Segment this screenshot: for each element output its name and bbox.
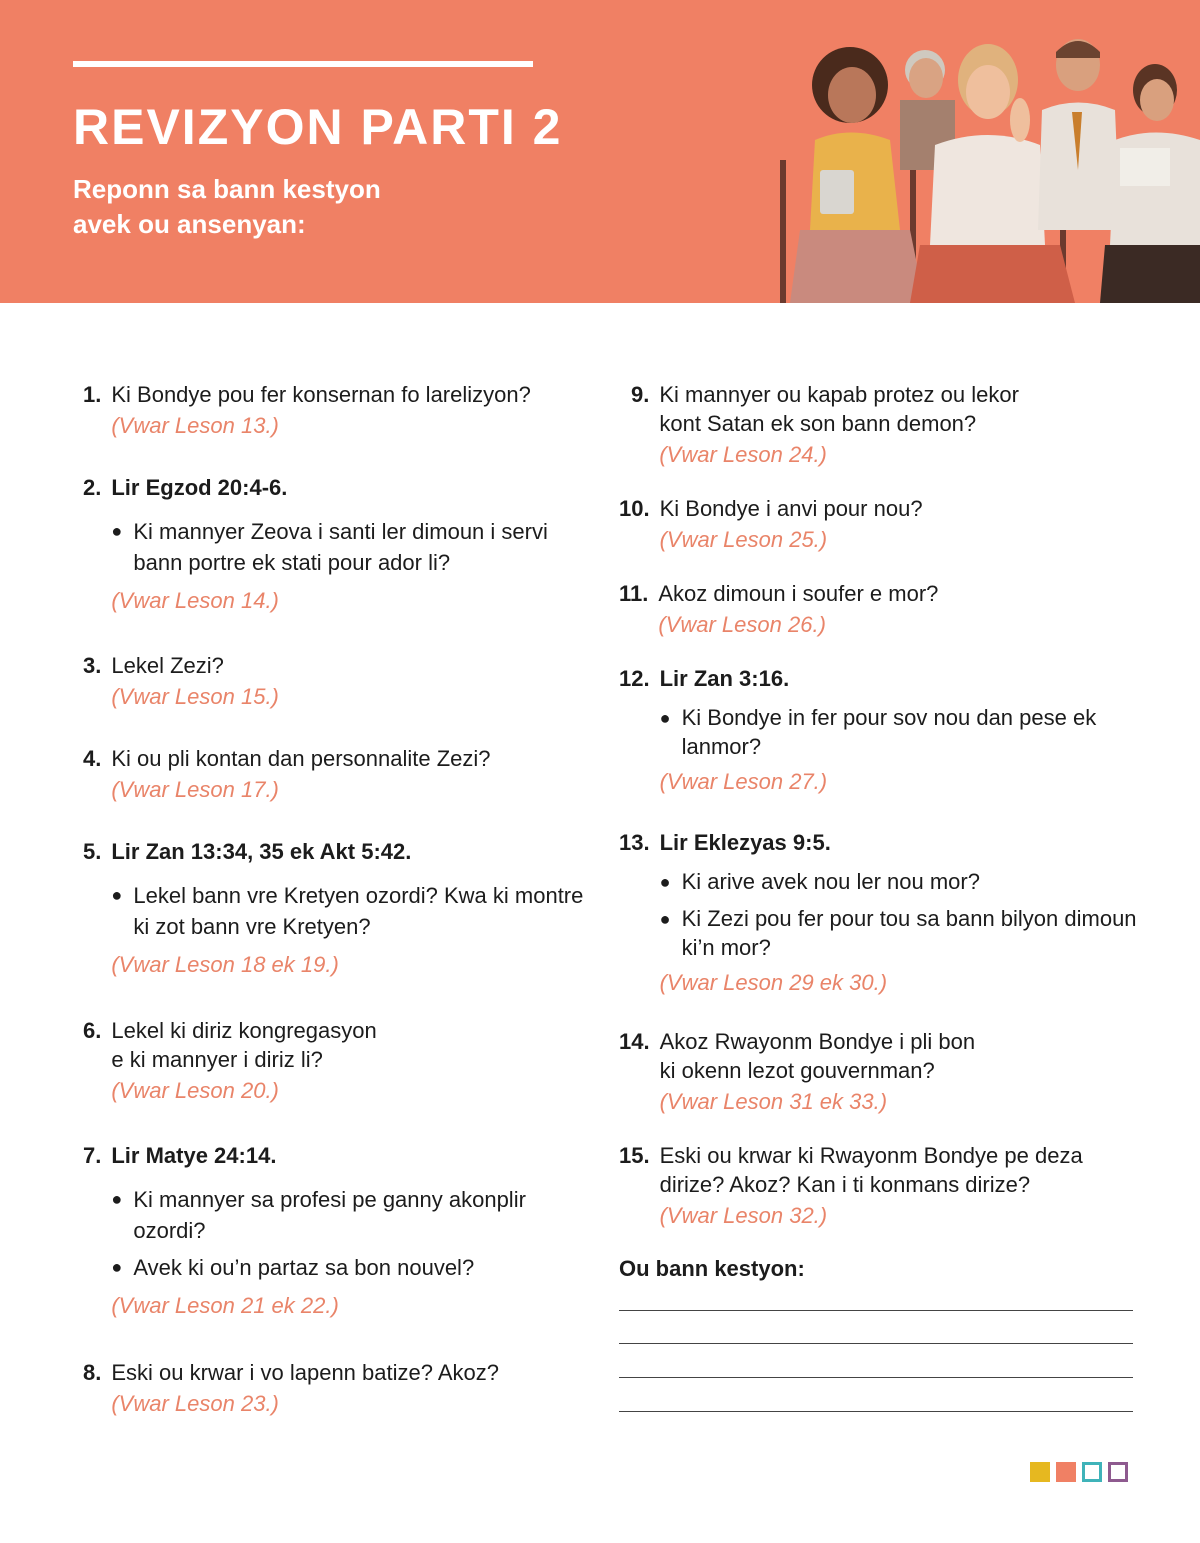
lesson-reference: (Vwar Leson 21 ek 22.)	[111, 1293, 339, 1318]
question-number: 1.	[83, 382, 102, 407]
teal-outline-square-icon	[1082, 1462, 1102, 1482]
question-title: Lir Egzod 20:4-6.	[111, 475, 288, 500]
bullet-icon: ●	[111, 885, 123, 905]
bullet-icon: ●	[111, 1257, 123, 1277]
question-text: Lekel ki diriz kongregasyon	[111, 1018, 377, 1043]
lesson-reference: (Vwar Leson 13.)	[111, 413, 279, 438]
question-text: Eski ou krwar ki Rwayonm Bondye pe deza	[659, 1143, 1083, 1168]
bullet-item	[111, 1252, 593, 1283]
question-text: Ki ou pli kontan dan personnalite Zezi?	[111, 746, 491, 771]
question-text: Ki mannyer ou kapab protez ou lekor	[659, 382, 1019, 407]
question-text: Lekel Zezi?	[111, 653, 224, 678]
answer-line	[619, 1377, 1133, 1378]
question-title: Lir Zan 13:34, 35 ek Akt 5:42.	[111, 839, 412, 864]
question-number: 10.	[619, 496, 650, 521]
yellow-square-icon	[1030, 1462, 1050, 1482]
bullet-item	[660, 867, 1139, 898]
bullet-text: Ki mannyer Zeova i santi ler dimoun i servi bann portre ek stati pour ador li?	[133, 519, 548, 575]
coral-square-icon	[1056, 1462, 1076, 1482]
question-3	[83, 651, 593, 711]
lesson-reference: (Vwar Leson 14.)	[111, 588, 279, 613]
lesson-reference: (Vwar Leson 17.)	[111, 777, 279, 802]
question-15	[619, 1141, 1139, 1230]
bullet-text: Ki Zezi pou fer pour tou sa bann bilyon dimoun ki’n mor?	[681, 906, 1137, 960]
bullet-text: Avek ki ou’n partaz sa bon nouvel?	[133, 1255, 475, 1280]
question-6	[83, 1016, 593, 1105]
lesson-reference: (Vwar Leson 15.)	[111, 684, 279, 709]
question-9	[631, 380, 1151, 469]
question-text: dirize? Akoz? Kan i ti konmans dirize?	[659, 1172, 1031, 1197]
answer-line	[619, 1411, 1133, 1412]
question-text: kont Satan ek son bann demon?	[659, 411, 977, 436]
page-title: REVIZYON PARTI 2	[73, 99, 563, 155]
question-13	[619, 828, 1139, 997]
question-text: ki okenn lezot gouvernman?	[659, 1058, 935, 1083]
audience-illustration	[760, 30, 1200, 303]
bullet-item	[660, 904, 1139, 962]
lesson-reference: (Vwar Leson 26.)	[658, 612, 826, 637]
lesson-reference: (Vwar Leson 25.)	[659, 527, 828, 552]
subtitle-line-1: Reponn sa bann kestyon	[73, 174, 381, 204]
lesson-reference: (Vwar Leson 27.)	[659, 769, 828, 794]
question-12	[619, 664, 1139, 796]
page-subtitle	[73, 172, 473, 242]
question-number: 3.	[83, 653, 102, 678]
bullet-item	[111, 880, 593, 942]
question-text: Akoz Rwayonm Bondye i pli bon	[659, 1029, 976, 1054]
question-8	[83, 1358, 593, 1418]
header-banner	[0, 0, 1200, 303]
question-11	[619, 579, 1139, 639]
question-title: Lir Eklezyas 9:5.	[659, 830, 831, 855]
answer-line	[619, 1310, 1133, 1311]
lesson-reference: (Vwar Leson 24.)	[659, 442, 827, 467]
question-number: 8.	[83, 1360, 102, 1385]
question-number: 14.	[619, 1029, 650, 1054]
question-10	[619, 494, 1139, 554]
lesson-reference: (Vwar Leson 20.)	[111, 1078, 279, 1103]
question-1	[83, 380, 593, 440]
bullet-item	[111, 1184, 593, 1246]
bullet-item	[111, 516, 593, 578]
question-number: 6.	[83, 1018, 102, 1043]
color-key	[1030, 1462, 1128, 1482]
bullet-icon: ●	[111, 1189, 123, 1209]
question-number: 2.	[83, 475, 102, 500]
question-number: 9.	[631, 382, 650, 407]
lesson-reference: (Vwar Leson 23.)	[111, 1391, 279, 1416]
question-text: Akoz dimoun i soufer e mor?	[658, 581, 939, 606]
question-number: 5.	[83, 839, 102, 864]
question-number: 11.	[619, 581, 649, 606]
your-questions-label: Ou bann kestyon:	[619, 1256, 805, 1281]
question-text: Ki Bondye i anvi pour nou?	[659, 496, 923, 521]
bullet-icon: ●	[111, 521, 123, 541]
answer-line	[619, 1343, 1133, 1344]
question-text: Eski ou krwar i vo lapenn batize? Akoz?	[111, 1360, 500, 1385]
bullet-text: Ki arive avek nou ler nou mor?	[681, 869, 980, 894]
bullet-icon: ●	[659, 872, 671, 892]
bullet-text: Lekel bann vre Kretyen ozordi? Kwa ki montre ki zot bann vre Kretyen?	[133, 883, 584, 939]
bullet-icon: ●	[659, 909, 671, 929]
question-text: Ki Bondye pou fer konsernan fo larelizyon?	[111, 382, 531, 407]
purple-outline-square-icon	[1108, 1462, 1128, 1482]
bullet-item	[660, 703, 1139, 761]
question-title: Lir Zan 3:16.	[659, 666, 790, 691]
question-text: e ki mannyer i diriz li?	[111, 1047, 323, 1072]
lesson-reference: (Vwar Leson 32.)	[659, 1203, 828, 1228]
question-number: 7.	[83, 1143, 102, 1168]
subtitle-line-2: avek ou ansenyan:	[73, 209, 306, 239]
question-14	[619, 1027, 1139, 1116]
question-7	[83, 1141, 593, 1320]
bullet-text: Ki mannyer sa profesi pe ganny akonplir ozordi?	[133, 1187, 526, 1243]
question-4	[83, 744, 593, 804]
question-number: 13.	[619, 830, 650, 855]
lesson-reference: (Vwar Leson 18 ek 19.)	[111, 952, 339, 977]
question-2	[83, 473, 593, 615]
header-rule	[73, 61, 533, 67]
question-number: 4.	[83, 746, 102, 771]
question-5	[83, 837, 593, 979]
bullet-text: Ki Bondye in fer pour sov nou dan pese ek lanmor?	[681, 705, 1097, 759]
lesson-reference: (Vwar Leson 31 ek 33.)	[659, 1089, 888, 1114]
question-title: Lir Matye 24:14.	[111, 1143, 277, 1168]
bullet-icon: ●	[659, 708, 671, 728]
question-number: 15.	[619, 1143, 650, 1168]
lesson-reference: (Vwar Leson 29 ek 30.)	[659, 970, 888, 995]
question-number: 12.	[619, 666, 650, 691]
